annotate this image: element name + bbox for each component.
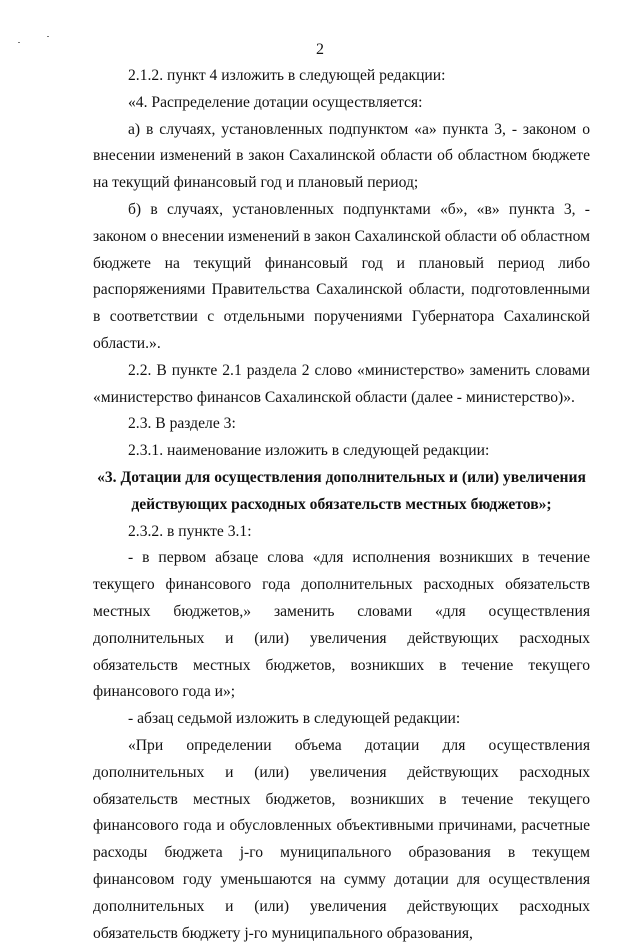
paragraph-seventh-abzac: - абзац седьмой изложить в следующей редакции: — [128, 710, 461, 728]
document-body — [93, 63, 590, 947]
paragraph-item-a: а) в случаях, установленных подпунктом «а» пункта 3, - законом о внесении изменений в закон Сахалинской области об областном бюджете на текущий финансовый год и плановый период; — [93, 120, 590, 192]
paragraph-2-3: 2.3. В разделе 3: — [128, 415, 236, 433]
section-3-heading-line-2: действующих расходных обязательств местных бюджетов»; — [131, 495, 552, 513]
section-3-heading — [93, 465, 590, 519]
paragraph-2-3-2: 2.3.2. в пункте 3.1: — [128, 522, 252, 540]
paragraph-item-b: б) в случаях, установленных подпунктами «б», «в» пункта 3, - законом о внесении изменений в закон Сахалинской области об областном бюджете на текущий финансовый год и плановый период либо распоряжениями Правительства Сахалинской области, подготовленными в соответствии с отдельными поручениями Губернатора Сахалинской области.». — [93, 200, 590, 352]
paragraph-dotation-definition: «При определении объема дотации для осуществления дополнительных и (или) увеличения действующих расходных обязательств местных бюджетов, возникших в течение текущего финансового года и обусловленных объективными причинами, расчетные расходы бюджета j-го муниципального образования в текущем финансовом году уменьшаются на сумму дотации для осуществления дополнительных и (или) увеличения действующих расходных обязательств бюджету j-го муниципального образования, — [93, 736, 590, 942]
scan-speck — [47, 36, 49, 37]
paragraph-item-4-intro: «4. Распределение дотации осуществляется: — [128, 93, 423, 111]
section-3-heading-line-1: «3. Дотации для осуществления дополнительных и (или) увеличения — [97, 468, 586, 486]
page-number: 2 — [316, 41, 324, 58]
paragraph-first-abzac: - в первом абзаце слова «для исполнения возникших в течение текущего финансового года дополнительных расходных обязательств местных бюджетов,» заменить словами «для осуществления дополнительных и (или) увеличения действующих расходных обязательств местных бюджетов, возникших в течение текущего финансового года и»; — [93, 549, 590, 701]
paragraph-2-1-2: 2.1.2. пункт 4 изложить в следующей редакции: — [128, 67, 446, 84]
paragraph-2-3-1: 2.3.1. наименование изложить в следующей редакции: — [128, 442, 490, 460]
paragraph-2-2: 2.2. В пункте 2.1 раздела 2 слово «министерство» заменить словами «министерство финансов Сахалинской области (далее - министерство)». — [93, 361, 590, 406]
